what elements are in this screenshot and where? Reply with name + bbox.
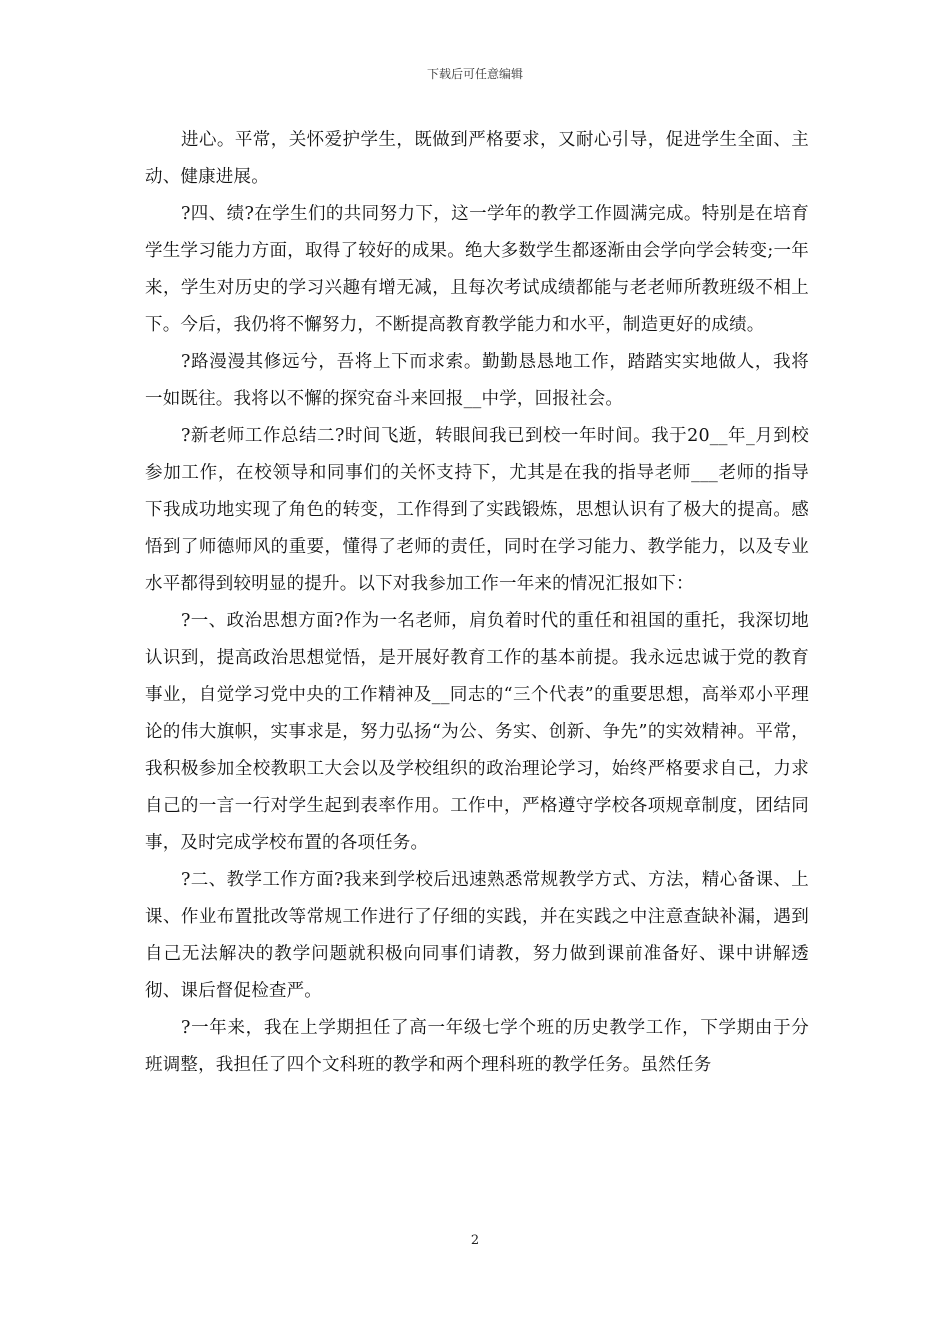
paragraph: ?路漫漫其修远兮，吾将上下而求索。勤勤恳恳地工作，踏踏实实地做人，我将一如既往。我将以不懈的探究奋斗来回报__中学，回报社会。 (145, 352, 809, 409)
document-body (145, 122, 809, 1084)
paragraph: ?四、绩?在学生们的共同努力下，这一学年的教学工作圆满完成。特别是在培育学生学习能力方面，取得了较好的成果。绝大多数学生都逐渐由会学向学会转变;一年来，学生对历史的学习兴趣有增无减，且每次考试成绩都能与老老师所教班级不相上下。今后，我仍将不懈努力，不断提高教育教学能力和水平，制造更好的成绩。 (145, 204, 809, 335)
paragraph: ?新老师工作总结二?时间飞逝，转眼间我已到校一年时间。我于20__年_月到校参加工作，在校领导和同事们的关怀支持下，尤其是在我的指导老师___老师的指导下我成功地实现了角色的转变，工作得到了实践锻炼，思想认识有了极大的提高。感悟到了师德师风的重要，懂得了老师的责任，同时在学习能力、教学能力，以及专业水平都得到较明显的提升。以下对我参加工作一年来的情况汇报如下： (145, 426, 809, 594)
page-header: 下载后可任意编辑 (426, 67, 523, 81)
paragraph: ?二、教学工作方面?我来到学校后迅速熟悉常规教学方式、方法，精心备课、上课、作业布置批改等常规工作进行了仔细的实践，并在实践之中注意查缺补漏，遇到自己无法解决的教学问题就积极向同事们请教，努力做到课前准备好、课中讲解透彻、课后督促检查严。 (145, 870, 809, 1001)
page-number: 2 (470, 1233, 480, 1248)
paragraph: ?一年来，我在上学期担任了高一年级七学个班的历史教学工作，下学期由于分班调整，我担任了四个文科班的教学和两个理科班的教学任务。虽然任务 (145, 1018, 809, 1075)
paragraph: 进心。平常，关怀爱护学生，既做到严格要求，又耐心引导，促进学生全面、主动、健康进展。 (145, 130, 809, 187)
paragraph: ?一、政治思想方面?作为一名老师，肩负着时代的重任和祖国的重托，我深切地认识到，提高政治思想觉悟，是开展好教育工作的基本前提。我永远忠诚于党的教育事业，自觉学习党中央的工作精神及__同志的“三个代表”的重要思想，高举邓小平理论的伟大旗帜，实事求是，努力弘扬“为公、务实、创新、争先”的实效精神。平常，我积极参加全校教职工大会以及学校组织的政治理论学习，始终严格要求自己，力求自己的一言一行对学生起到表率作用。工作中，严格遵守学校各项规章制度，团结同事，及时完成学校布置的各项任务。 (145, 611, 809, 853)
